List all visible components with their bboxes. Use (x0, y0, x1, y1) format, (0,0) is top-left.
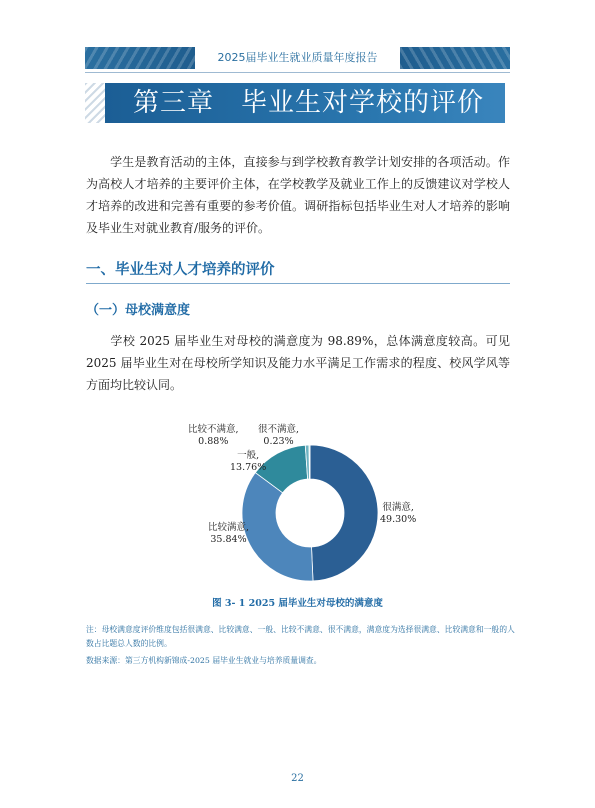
chapter-title: 第三章 毕业生对学校的评价 (133, 88, 485, 118)
intro-paragraph (86, 151, 510, 239)
page-number: 22 (291, 773, 304, 784)
section-heading: 一、毕业生对人才培养的评价 (86, 262, 275, 278)
label-rather-satisfied-name: 比较满意, (208, 522, 250, 533)
label-very-satisfied (380, 502, 416, 526)
label-neutral-value: 13.76% (230, 462, 267, 473)
data-source: 数据来源：第三方机构新锦成-2025 届毕业生就业与培养质量调查。 (86, 656, 322, 665)
header-decor-left (85, 47, 195, 69)
label-very-dissatisfied-value: 0.23% (263, 436, 294, 447)
satisfaction-donut-chart (190, 418, 430, 588)
header-rule (85, 72, 510, 73)
label-neutral-name: 一般, (237, 450, 260, 461)
figure-caption: 图 3- 1 2025 届毕业生对母校的满意度 (212, 598, 383, 609)
body-text: 学校 2025 届毕业生对母校的满意度为 98.89%，总体满意度较高。可见 2025 届毕业生对在母校所学知识及能力水平满足工作需求的程度、校风学风等方面均比较认同。 (86, 334, 510, 392)
label-very-satisfied-name: 很满意, (382, 502, 414, 513)
label-rather-dissatisfied (188, 424, 239, 448)
label-rather-dissatisfied-value: 0.88% (198, 436, 229, 447)
label-very-dissatisfied (258, 424, 299, 448)
slice-very-satisfied (310, 445, 378, 581)
label-rather-dissatisfied-name: 比较不满意, (188, 424, 239, 435)
label-rather-satisfied-value: 35.84% (210, 534, 247, 545)
header-title: 2025届毕业生就业质量年度报告 (217, 51, 378, 64)
figure-note: 注：母校满意度评价维度包括很满意、比较满意、一般、比较不满意、很不满意，满意度为选择很满意、比较满意和一般的人数占比题总人数的比例。 (86, 625, 515, 648)
slice-very-dissatisfied (309, 445, 310, 479)
intro-text: 学生是教育活动的主体，直接参与到学校教育教学计划安排的各项活动。作为高校人才培养的主要评价主体，在学校教学及就业工作上的反馈建议对学校人才培养的改进和完善有重要的参考价值。调研指标包括毕业生对人才培养的影响及毕业生对就业教育/服务的评价。 (86, 155, 510, 235)
header-decor-right (400, 47, 510, 69)
label-rather-satisfied (208, 522, 249, 546)
label-very-dissatisfied-name: 很不满意, (258, 424, 300, 435)
label-neutral (230, 450, 266, 474)
chapter-banner (85, 83, 505, 123)
section-rule (86, 283, 510, 284)
subsection-heading: （一）母校满意度 (86, 303, 191, 318)
page-header (0, 0, 595, 72)
label-very-satisfied-value: 49.30% (380, 514, 417, 525)
body-paragraph (86, 330, 510, 396)
